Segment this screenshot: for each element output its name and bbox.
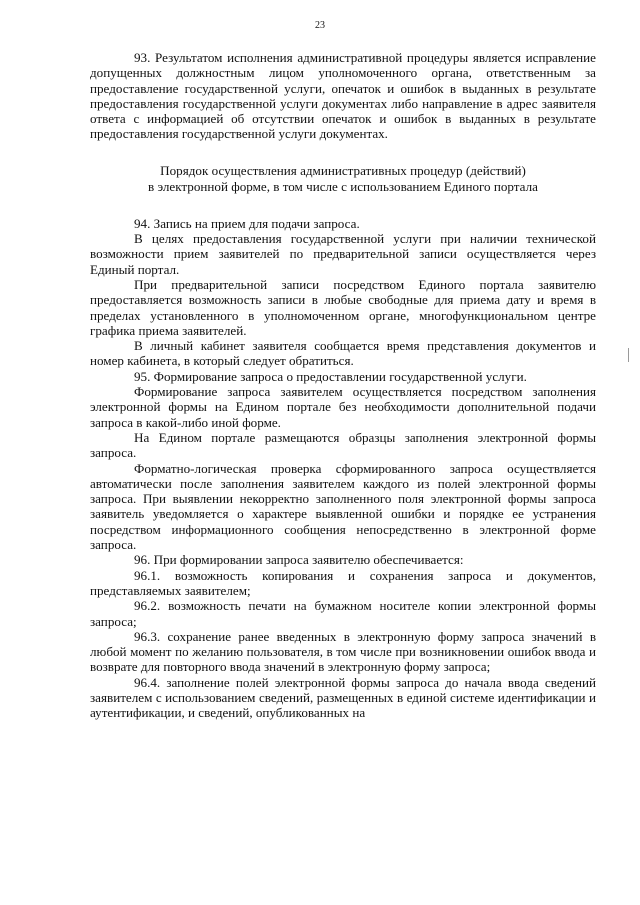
paragraph: Формирование запроса заявителем осуществляется посредством заполнения электронной формы на Едином портале без необходимости дополнительной подачи запроса в какой-либо иной форме. [90, 384, 596, 430]
paragraph-94: 94. Запись на прием для подачи запроса. [134, 215, 360, 231]
section-heading-line-1: Порядок осуществления административных процедур (действий) [160, 162, 526, 178]
paragraph: На Едином портале размещаются образцы заполнения электронной формы запроса. [90, 429, 596, 461]
paragraph-96-1: 96.1. возможность копирования и сохранения запроса и документов, представляемых заявителем; [90, 567, 596, 598]
paragraph: Форматно-логическая проверка сформированного запроса осуществляется автоматически после заполнения заявителем каждого из полей электронной формы запроса. При выявлении некорректно заполненного поля электронной формы запроса заявитель уведомляется о характере выявленной ошибки и порядке ее устранения посредством информационного сообщения непосредственно в электронной форме запроса. [90, 460, 596, 553]
section-heading [90, 163, 596, 196]
paragraph: При предварительной записи посредством Единого портала заявителю предоставляется возможность записи в любые свободные для приема дату и время в пределах установленного в уполномоченном органе, многофункциональном центре графика приема заявителей. [90, 276, 596, 338]
paragraph-96: 96. При формировании запроса заявителю обеспечивается: [134, 552, 464, 568]
paragraph-93: 93. Результатом исполнения административной процедуры является исправление допущенных должностным лицом уполномоченного органа, ответственным за предоставление государственной услуги, опечаток и ошибок в выданных в результате предоставления государственной услуги документах либо направление в адрес заявителя ответа с информацией об отсутствии опечаток и ошибок в выданных в результате предоставления государственной услуги документах. [90, 50, 596, 142]
paragraph-95: 95. Формирование запроса о предоставлении государственной услуги. [134, 368, 527, 384]
paragraph: В личный кабинет заявителя сообщается время представления документов и номер кабинета, в который следует обратиться. [90, 338, 596, 369]
paragraph-96-2: 96.2. возможность печати на бумажном носителе копии электронной формы запроса; [90, 598, 596, 629]
page-number: 23 [315, 20, 325, 31]
paragraph: В целях предоставления государственной услуги при наличии технической возможности прием заявителей по предварительной записи осуществляется через Единый портал. [90, 231, 596, 277]
section-heading-line-2: в электронной форме, в том числе с использованием Единого портала [148, 179, 538, 195]
paragraph-96-3: 96.3. сохранение ранее введенных в электронную форму запроса значений в любой момент по желанию пользователя, в том числе при возникновении ошибок ввода и возврате для повторного ввода значений в электронную форму запроса; [90, 628, 596, 675]
document-body [90, 50, 596, 721]
scan-margin-mark [628, 348, 629, 362]
paragraph-96-4: 96.4. заполнение полей электронной формы запроса до начала ввода сведений заявителем с использованием сведений, размещенных в единой системе идентификации и аутентификации, и сведений, опубликованных на [90, 674, 596, 721]
